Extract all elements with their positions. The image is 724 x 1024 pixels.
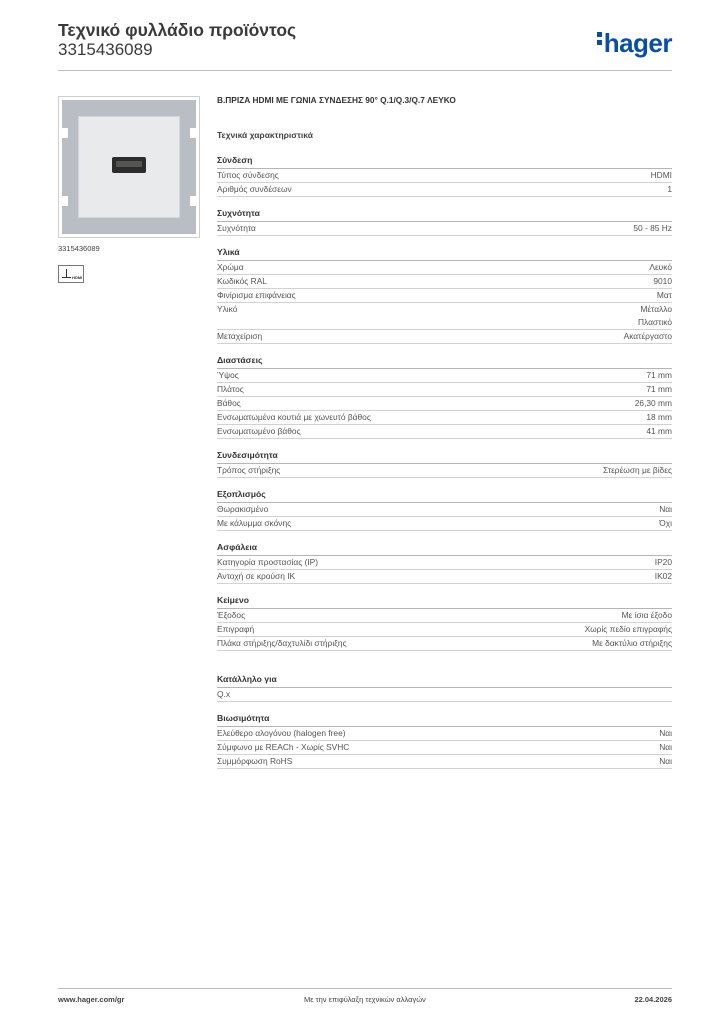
hager-logo bbox=[597, 28, 672, 59]
product-number: 3315436089 bbox=[58, 40, 153, 59]
spec-label: Ενσωματωμένο βάθος bbox=[217, 426, 301, 436]
spec-value bbox=[633, 222, 672, 235]
spec-label: Χρώμα bbox=[217, 262, 244, 272]
spec-value-line: 41 mm bbox=[646, 426, 672, 436]
spec-row bbox=[217, 503, 672, 517]
spec-row bbox=[217, 411, 672, 425]
spec-label: Ύψος bbox=[217, 370, 239, 380]
spec-label: Αντοχή σε κρούση IK bbox=[217, 571, 296, 581]
spec-value bbox=[646, 383, 672, 396]
spec-row bbox=[217, 609, 672, 623]
spec-value bbox=[622, 609, 672, 622]
spec-label: Ενσωματωμένα κουτιά με χωνευτό βάθος bbox=[217, 412, 371, 422]
group-title: Κατάλληλο για bbox=[217, 673, 672, 688]
spec-label: Πλάκα στήριξης/δαχτυλίδι στήριξης bbox=[217, 638, 347, 648]
footer-disclaimer: Με την επιφύλαξη τεχνικών αλλαγών bbox=[304, 995, 426, 1004]
spec-value bbox=[646, 369, 672, 382]
spec-value-line: Ακατέργαστο bbox=[623, 331, 672, 341]
spec-value-line: 50 - 85 Hz bbox=[633, 223, 672, 233]
spec-label: Κατηγορία προστασίας (IP) bbox=[217, 557, 319, 567]
spec-group bbox=[217, 207, 672, 236]
spec-row bbox=[217, 570, 672, 584]
spec-value-line: HDMI bbox=[650, 170, 672, 180]
logo-text: hager bbox=[603, 28, 672, 58]
group-title: Βιωσιμότητα bbox=[217, 712, 672, 727]
spec-value bbox=[638, 303, 672, 329]
spec-label: Συμμόρφωση RoHS bbox=[217, 756, 293, 766]
spec-value-line: 26,30 mm bbox=[634, 398, 672, 408]
spec-row bbox=[217, 222, 672, 236]
document-header bbox=[58, 20, 296, 60]
spec-value-line: Πλαστικό bbox=[637, 317, 672, 327]
spec-value-line: 9010 bbox=[653, 276, 672, 286]
logo-dots-icon bbox=[597, 29, 602, 48]
spec-group bbox=[217, 449, 672, 478]
spec-row bbox=[217, 369, 672, 383]
group-title: Συνδεσιμότητα bbox=[217, 449, 672, 464]
spec-heading: Τεχνικά χαρακτηριστικά bbox=[217, 130, 313, 140]
spec-group-suitable bbox=[217, 673, 672, 702]
hdmi-port-icon bbox=[112, 157, 146, 173]
spec-value bbox=[592, 637, 672, 650]
spec-value-line: Με δακτύλιο στήριξης bbox=[592, 638, 672, 648]
spec-row bbox=[217, 275, 672, 289]
document-title: Τεχνικό φυλλάδιο προϊόντος bbox=[58, 20, 297, 40]
spec-value-line: Στερέωση με βίδες bbox=[602, 465, 672, 475]
spec-label: Συχνότητα bbox=[217, 223, 256, 233]
spec-group bbox=[217, 246, 672, 344]
frame-clip bbox=[62, 128, 68, 138]
spec-value bbox=[659, 503, 672, 516]
spec-label: Βάθος bbox=[217, 398, 241, 408]
spec-value bbox=[651, 169, 672, 182]
spec-label: Τύπος σύνδεσης bbox=[217, 170, 279, 180]
hdmi-socket-image bbox=[58, 96, 200, 238]
spec-value-line: Ναι bbox=[659, 504, 672, 514]
spec-row bbox=[217, 169, 672, 183]
spec-row bbox=[217, 464, 672, 478]
spec-row bbox=[217, 688, 672, 702]
socket-insert bbox=[79, 117, 179, 217]
spec-row bbox=[217, 289, 672, 303]
spec-group-sustainability bbox=[217, 712, 672, 769]
spec-label: Θωρακισμένο bbox=[217, 504, 269, 514]
group-title: Υλικά bbox=[217, 246, 672, 261]
frame-clip bbox=[62, 196, 68, 206]
spec-value-line: Όχι bbox=[659, 518, 672, 528]
spec-row bbox=[217, 556, 672, 570]
image-caption: 3315436089 bbox=[58, 244, 100, 253]
spec-content bbox=[217, 95, 672, 779]
spec-label: Υλικό bbox=[217, 304, 238, 314]
spec-label: Πλάτος bbox=[217, 384, 244, 394]
spec-label: Σύμφωνο με REACh - Χωρίς SVHC bbox=[217, 742, 350, 752]
spec-value-line: 18 mm bbox=[646, 412, 672, 422]
spec-value bbox=[646, 425, 672, 438]
group-title: Ασφάλεια bbox=[217, 541, 672, 556]
spec-value bbox=[655, 570, 672, 583]
spec-label: Έξοδος bbox=[217, 610, 246, 620]
spec-value bbox=[585, 623, 672, 636]
group-title: Συχνότητα bbox=[217, 207, 672, 222]
spec-value-line: Ματ bbox=[656, 290, 672, 300]
group-title: Εξοπλισμός bbox=[217, 488, 672, 503]
spec-row bbox=[217, 637, 672, 651]
spec-value bbox=[649, 261, 672, 274]
spec-row bbox=[217, 517, 672, 531]
spec-label: Q.x bbox=[217, 689, 231, 699]
spec-row bbox=[217, 727, 672, 741]
spec-row bbox=[217, 183, 672, 197]
spec-group bbox=[217, 488, 672, 531]
footer-divider bbox=[58, 988, 672, 989]
spec-label: Κωδικός RAL bbox=[217, 276, 267, 286]
spec-value: Ναι bbox=[659, 742, 672, 752]
spec-value-line: 71 mm bbox=[646, 370, 672, 380]
spec-value-line: Με ίσια έξοδο bbox=[621, 610, 672, 620]
spec-value-line: Χωρίς πεδίο επιγραφής bbox=[584, 624, 672, 634]
product-title: B.ΠΡΙΖΑ HDMI ΜΕ ΓΩΝΙΑ ΣΥΝΔΕΣΗΣ 90° Q.1/Q.3/Q.7 ΛΕΥΚΟ bbox=[217, 95, 456, 105]
frame-clip bbox=[190, 196, 196, 206]
spec-group bbox=[217, 154, 672, 197]
spec-label: Φινίρισμα επιφάνειας bbox=[217, 290, 296, 300]
spec-row bbox=[217, 755, 672, 769]
spec-row bbox=[217, 741, 672, 755]
spec-value-line: Μέταλλο bbox=[640, 304, 672, 314]
spec-row bbox=[217, 261, 672, 275]
hdmi-symbol-text: HDMI bbox=[72, 275, 83, 280]
spec-group bbox=[217, 541, 672, 584]
spec-value bbox=[659, 517, 672, 530]
spec-row bbox=[217, 383, 672, 397]
spec-label: Με κάλυμμα σκόνης bbox=[217, 518, 292, 528]
footer-date: 22.04.2026 bbox=[634, 995, 672, 1004]
spec-value bbox=[635, 397, 672, 410]
spec-group bbox=[217, 354, 672, 439]
group-title: Διαστάσεις bbox=[217, 354, 672, 369]
spec-label: Επιγραφή bbox=[217, 624, 255, 634]
spec-label: Τρόπος στήριξης bbox=[217, 465, 281, 475]
spec-value bbox=[653, 275, 672, 288]
spec-row bbox=[217, 330, 672, 344]
spec-label: Ελεύθερο αλογόνου (halogen free) bbox=[217, 728, 346, 738]
spec-row bbox=[217, 397, 672, 411]
spec-value bbox=[657, 289, 672, 302]
spec-value-line: IP20 bbox=[654, 557, 672, 567]
spec-row bbox=[217, 425, 672, 439]
cover-frame bbox=[62, 100, 196, 234]
spec-value bbox=[646, 411, 672, 424]
spec-group bbox=[217, 594, 672, 651]
spec-value-line: IK02 bbox=[654, 571, 672, 581]
spec-value bbox=[655, 556, 672, 569]
group-title: Σύνδεση bbox=[217, 154, 672, 169]
frame-clip bbox=[190, 128, 196, 138]
spec-label: Αριθμός συνδέσεων bbox=[217, 184, 292, 194]
spec-value-line: 1 bbox=[667, 184, 672, 194]
spec-row bbox=[217, 623, 672, 637]
spec-value bbox=[624, 330, 672, 343]
spec-value-line: Λευκό bbox=[649, 262, 672, 272]
spec-value: Ναι bbox=[659, 728, 672, 738]
group-title: Κείμενο bbox=[217, 594, 672, 609]
header-divider bbox=[58, 70, 672, 71]
spec-label: Μεταχείριση bbox=[217, 331, 263, 341]
footer-website-link[interactable]: www.hager.com/gr bbox=[58, 995, 125, 1004]
spec-value: Ναι bbox=[659, 756, 672, 766]
spec-groups bbox=[217, 154, 672, 651]
spec-value bbox=[667, 183, 672, 196]
hdmi-symbol-icon bbox=[58, 265, 84, 283]
spec-value bbox=[603, 464, 672, 477]
spec-value-line: 71 mm bbox=[646, 384, 672, 394]
spec-row bbox=[217, 303, 672, 330]
